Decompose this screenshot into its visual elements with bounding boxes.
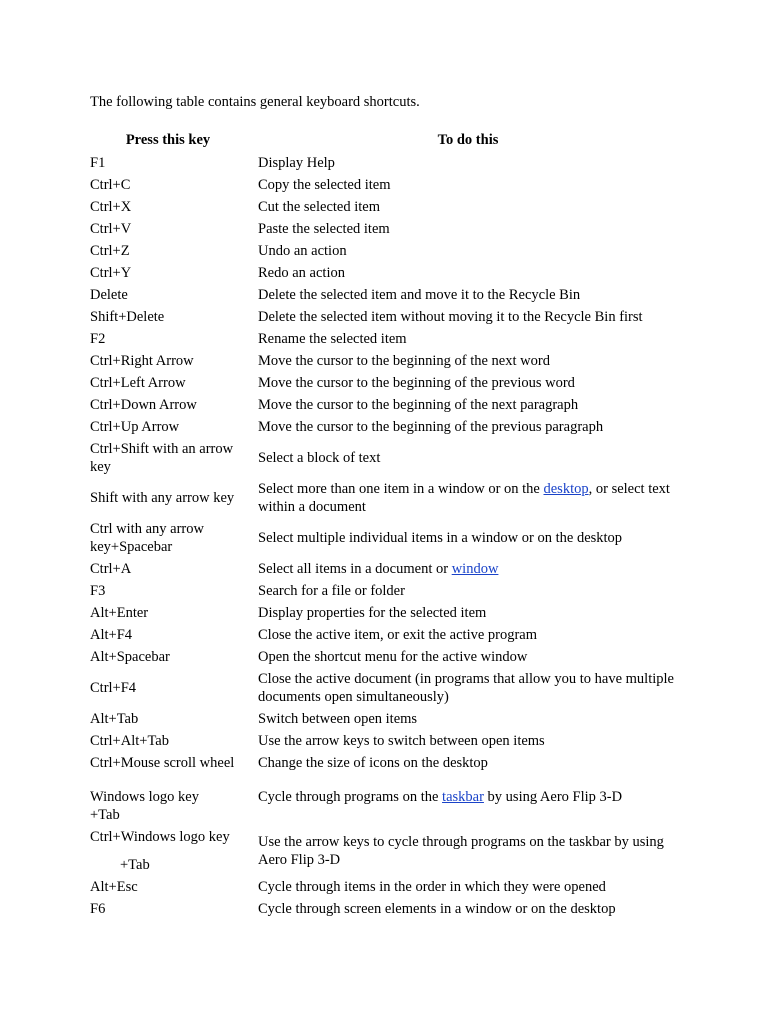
shortcut-action: Rename the selected item (258, 331, 407, 347)
action-text: Cycle through programs on the (258, 789, 443, 805)
table-row (84, 898, 684, 920)
table-row (84, 624, 684, 646)
shortcut-key: Ctrl+X (90, 199, 132, 215)
action-text: Select more than one item in a window or on the (258, 481, 544, 497)
shortcut-key: Ctrl+Right Arrow (90, 353, 194, 369)
shortcut-action: Switch between open items (258, 711, 418, 727)
shortcut-action: Cycle through screen elements in a window or on the desktop (258, 901, 616, 917)
shortcut-action: Search for a file or folder (258, 583, 405, 599)
shortcut-key: Ctrl+Alt+Tab (90, 733, 169, 749)
shortcut-action: Delete the selected item without moving it to the Recycle Bin first (258, 309, 643, 325)
shortcut-key: Ctrl+Down Arrow (90, 397, 197, 413)
table-row (84, 602, 684, 624)
table-row (84, 646, 684, 668)
window-link[interactable]: window (451, 561, 499, 577)
shortcut-key: Shift with any arrow key (90, 490, 235, 506)
table-row (84, 558, 684, 580)
shortcut-key: Alt+Spacebar (90, 649, 170, 665)
shortcut-key: F2 (90, 331, 106, 347)
shortcut-action: Select a block of text (258, 450, 381, 466)
shortcut-key: Alt+Tab (90, 711, 139, 727)
shortcut-key: Ctrl+C (90, 177, 131, 193)
shortcut-key: Ctrl+Z (90, 243, 130, 259)
shortcut-key: Ctrl+Left Arrow (90, 375, 186, 391)
table-row (84, 394, 684, 416)
shortcut-action: Paste the selected item (258, 221, 390, 237)
shortcut-action (252, 774, 684, 826)
shortcut-action: Change the size of icons on the desktop (258, 755, 488, 771)
table-row (84, 152, 684, 174)
shortcut-action: Move the cursor to the beginning of the previous paragraph (258, 419, 604, 435)
shortcut-key-line: +Tab (120, 857, 150, 873)
table-row (84, 730, 684, 752)
action-text: Select all items in a document or (258, 561, 452, 577)
table-row (84, 240, 684, 262)
table-row (84, 416, 684, 438)
shortcut-key: Ctrl+A (90, 561, 132, 577)
shortcut-action: Close the active item, or exit the active program (258, 627, 538, 643)
shortcut-key: F1 (90, 155, 106, 171)
shortcut-key: Alt+Enter (90, 605, 149, 621)
table-row (84, 826, 684, 876)
shortcut-action (252, 478, 684, 518)
shortcut-key: Ctrl+Y (90, 265, 132, 281)
shortcut-action: Move the cursor to the beginning of the previous word (258, 375, 575, 391)
table-row (84, 438, 684, 478)
shortcut-key: Ctrl+Shift with an arrow key (90, 441, 234, 475)
shortcut-key: Ctrl+V (90, 221, 132, 237)
shortcut-action: Display properties for the selected item (258, 605, 487, 621)
shortcut-action: Select multiple individual items in a window or on the desktop (258, 530, 623, 546)
table-row (84, 328, 684, 350)
table-row (84, 372, 684, 394)
key-column-header: Press this key (125, 132, 211, 148)
shortcut-key: Ctrl+Mouse scroll wheel (90, 755, 235, 771)
shortcut-action: Use the arrow keys to cycle through programs on the taskbar by using Aero Flip 3-D (258, 834, 664, 868)
shortcut-key: F6 (90, 901, 106, 917)
table-row (84, 668, 684, 708)
table-row (84, 478, 684, 518)
table-row (84, 284, 684, 306)
shortcut-key: Alt+F4 (90, 627, 133, 643)
desktop-link[interactable]: desktop (543, 481, 589, 497)
table-row (84, 580, 684, 602)
shortcut-action: Redo an action (258, 265, 345, 281)
shortcut-action: Display Help (258, 155, 335, 171)
table-row (84, 262, 684, 284)
shortcut-key: Windows logo key +Tab (90, 789, 199, 823)
shortcut-key: Alt+Esc (90, 879, 138, 895)
shortcut-action: Delete the selected item and move it to the Recycle Bin (258, 287, 581, 303)
taskbar-link[interactable]: taskbar (442, 789, 484, 805)
shortcut-key: F3 (90, 583, 106, 599)
shortcut-action: Cut the selected item (258, 199, 381, 215)
shortcut-action: Move the cursor to the beginning of the next paragraph (258, 397, 579, 413)
table-row (84, 708, 684, 730)
table-row (84, 174, 684, 196)
shortcut-key (84, 826, 252, 876)
table-row (84, 752, 684, 774)
shortcut-key: Ctrl+F4 (90, 680, 137, 696)
shortcut-action: Use the arrow keys to switch between open items (258, 733, 545, 749)
shortcut-action: Undo an action (258, 243, 347, 259)
table-header-row (84, 129, 684, 152)
shortcut-key: Delete (90, 287, 128, 303)
table-row (84, 218, 684, 240)
table-row (84, 876, 684, 898)
table-row (84, 306, 684, 328)
table-row (84, 350, 684, 372)
table-row (84, 774, 684, 826)
shortcut-key: Ctrl+Up Arrow (90, 419, 180, 435)
table-row (84, 196, 684, 218)
shortcut-action (252, 558, 684, 580)
table-row (84, 518, 684, 558)
shortcut-action: Open the shortcut menu for the active window (258, 649, 528, 665)
shortcut-key: Ctrl with any arrow key+Spacebar (90, 521, 204, 555)
shortcut-key-line: Ctrl+Windows logo key (90, 829, 230, 845)
shortcut-action: Move the cursor to the beginning of the next word (258, 353, 550, 369)
shortcut-key: Shift+Delete (90, 309, 165, 325)
shortcut-action: Close the active document (in programs that allow you to have multiple documents open simultaneously) (258, 671, 674, 705)
intro-text: The following table contains general keyboard shortcuts. (90, 94, 420, 110)
action-text: , or select text within a document (258, 481, 670, 515)
shortcuts-table (84, 129, 684, 920)
shortcut-action: Cycle through items in the order in which they were opened (258, 879, 606, 895)
shortcut-action: Copy the selected item (258, 177, 391, 193)
action-column-header: To do this (437, 132, 499, 148)
action-text: by using Aero Flip 3-D (483, 789, 623, 805)
